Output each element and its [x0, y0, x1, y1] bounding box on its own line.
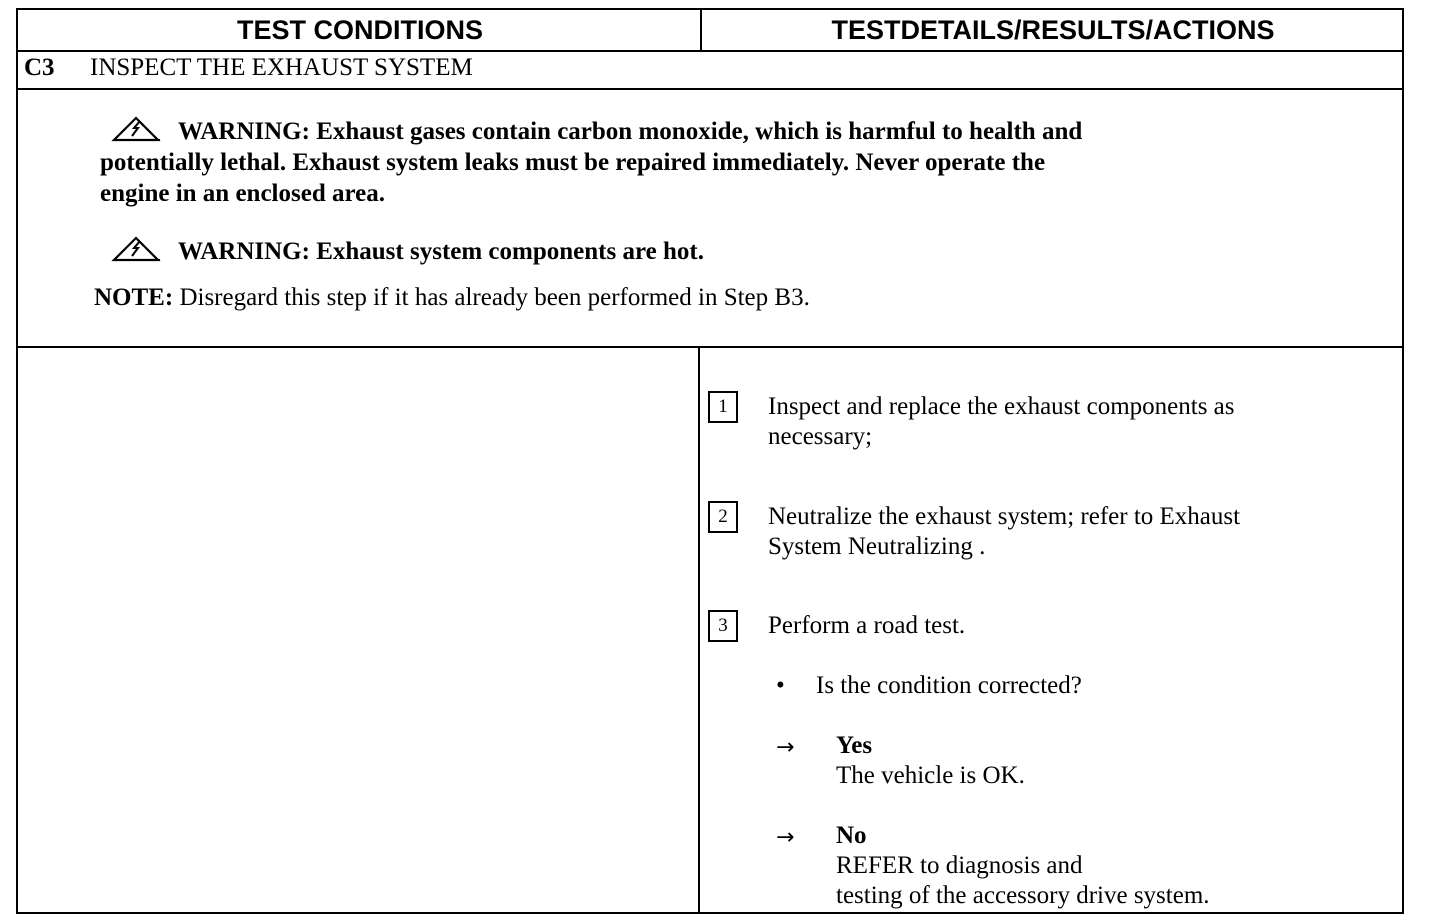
body-divider — [698, 348, 700, 914]
action-1-line-1: Inspect and replace the exhaust components as — [768, 393, 1235, 420]
warnings-bottom-rule — [18, 346, 1404, 348]
response-no — [836, 821, 1210, 911]
response-no-line-2: testing of the accessory drive system. — [836, 882, 1210, 909]
warning-triangle-icon — [110, 116, 162, 142]
warning-1-line-3: engine in an enclosed area. — [100, 180, 385, 207]
no-arrow-icon: → — [776, 825, 795, 850]
warning-triangle-icon — [110, 236, 162, 262]
step-bottom-rule — [18, 88, 1404, 90]
warning-1-line-2: potentially lethal. Exhaust system leaks must be repaired immediately. Never operate the — [100, 149, 1046, 176]
response-yes-line-1: The vehicle is OK. — [836, 762, 1025, 789]
action-2-line-1: Neutralize the exhaust system; refer to Exhaust — [768, 503, 1241, 530]
action-number-1: 1 — [708, 391, 738, 423]
header-bottom-rule — [18, 50, 1404, 52]
response-no-line-1: REFER to diagnosis and — [836, 852, 1083, 879]
action-number-3: 3 — [708, 610, 738, 642]
warning-2-text: WARNING: Exhaust system components are hot. — [178, 238, 704, 265]
action-3 — [768, 611, 965, 641]
note-text: Disregard this step if it has already been performed in Step B3. — [179, 284, 810, 311]
action-number-2: 2 — [708, 501, 738, 533]
header-divider — [700, 10, 702, 50]
warning-1-line-1: WARNING: Exhaust gases contain carbon monoxide, which is harmful to health and — [178, 118, 1083, 145]
step-title-text: INSPECT THE EXHAUST SYSTEM — [90, 54, 473, 81]
action-2 — [768, 502, 1240, 562]
warning-block-1 — [100, 116, 1082, 209]
warning-block-2 — [110, 236, 704, 267]
action-1-line-2: necessary; — [768, 423, 873, 450]
question-text: Is the condition corrected? — [816, 672, 1082, 699]
diagnostic-table — [16, 8, 1404, 914]
response-no-label: No — [836, 822, 867, 849]
step-code: C3 — [24, 54, 55, 81]
step-title — [24, 54, 473, 82]
response-yes — [836, 731, 1025, 791]
header-test-conditions: TEST CONDITIONS — [236, 14, 483, 45]
note — [94, 284, 810, 312]
note-label: NOTE: — [94, 284, 174, 311]
response-yes-label: Yes — [836, 732, 873, 759]
yes-arrow-icon: → — [776, 735, 795, 760]
action-3-line-1: Perform a road test. — [768, 612, 966, 639]
action-2-line-2: System Neutralizing . — [768, 533, 986, 560]
question-bullet: • — [776, 672, 785, 699]
header-test-details: TESTDETAILS/RESULTS/ACTIONS — [831, 14, 1275, 45]
action-1 — [768, 392, 1235, 452]
